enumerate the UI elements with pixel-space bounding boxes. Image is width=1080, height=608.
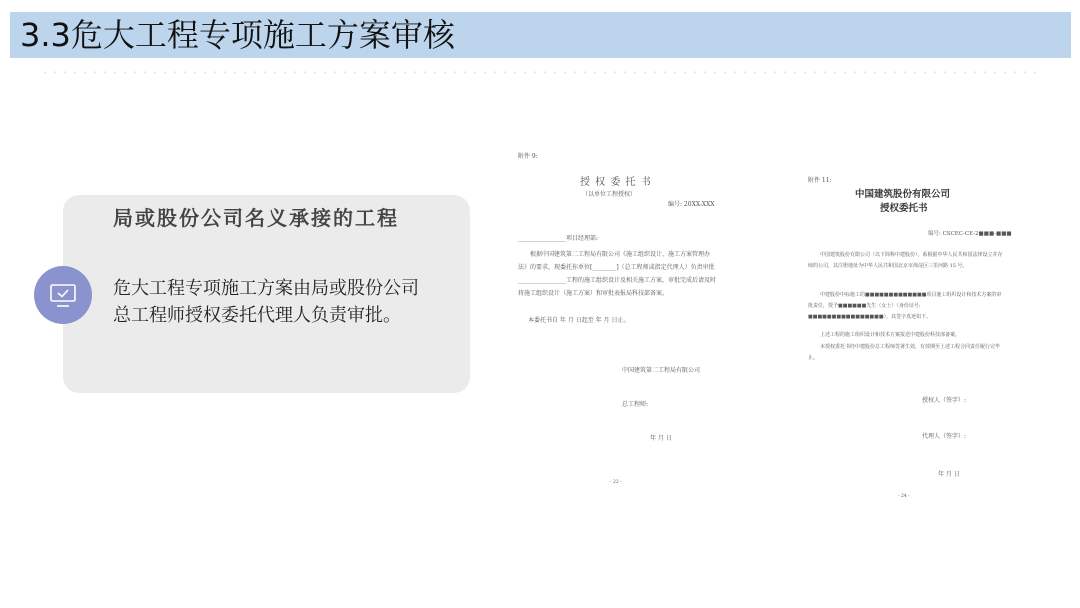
- authorization-document-2: [800, 168, 1012, 503]
- doc2-body-3: 上述工程的施工组织设计和技术方案报送中建股份科技部备案。: [820, 332, 961, 338]
- doc1-company: 中国建筑第二工程局有限公司: [622, 367, 701, 374]
- doc2-date: 年 月 日: [938, 471, 960, 478]
- doc1-page-number: - 22 -: [610, 480, 622, 485]
- title-bar: [10, 12, 1071, 58]
- doc2-attachment: 附件 11:: [808, 177, 832, 184]
- doc2-body-4: 本授权委托书经中建股份总工程师签署生效，有效期至上述工程合同责任履行完毕止。: [808, 344, 1001, 361]
- doc1-title: 授 权 委 托 书: [580, 177, 652, 188]
- doc1-term: 本委托书自 年 月 日起至 年 月 日止。: [528, 317, 630, 324]
- card-heading: 局或股份公司名义承接的工程: [113, 206, 399, 230]
- dotted-divider: [40, 71, 1040, 74]
- card-body: 危大工程专项施工方案由局或股份公司总工程师授权委托代理人负责审批。: [113, 278, 419, 326]
- doc1-number: 编号: 20XX-XXX: [668, 201, 715, 208]
- doc2-title-line1: 中国建筑股份有限公司: [855, 189, 951, 200]
- doc1-subtitle: （以单位工程授权）: [582, 191, 637, 198]
- doc1-salutation: ________________项目经理部:: [518, 235, 599, 242]
- doc2-agent: 代理人（签字）:: [922, 433, 967, 440]
- doc2-number: 编号: CSCEC-CE-2■■■-■■■: [928, 231, 1012, 237]
- doc2-page-number: - 24 -: [898, 494, 910, 499]
- doc2-body-1: 中国建筑股份有限公司（以下简称中建股份），系根据中华人民共和国法律设立并存续的公司，其注册地址为中华人民共和国北京市海淀区三里河路 15 号。: [808, 252, 1003, 269]
- doc2-title-line2: 授权委托书: [880, 203, 928, 214]
- info-card: [63, 195, 470, 393]
- doc1-body: 根据中国建筑第二工程局有限公司《施工组织设计、施工方案管理办法》的要求，现委托你单位[________]（总工程师或指定代理人）负责审批________________工程的施工组织设计及相关施工方案，审批完成后请及时将施工组织设计（施工方案）和审批表报局科技部备案。: [518, 251, 717, 297]
- page-title: 3.3危大工程专项施工方案审核: [20, 16, 455, 54]
- doc1-attachment: 附件 9:: [518, 153, 538, 160]
- doc1-engineer: 总工程师:: [622, 401, 649, 408]
- doc2-body-2: 中建股份中标施工的■■■■■■■■■■■■■项目施工组织设计和技术方案的审批责任，授予■■■■■■先生（女士）（身份证号: ■■■■■■■■■■■■■■■■），其签字真迹如下。: [808, 292, 1002, 320]
- doc1-date: 年 月 日: [650, 435, 672, 442]
- monitor-check-icon: [34, 266, 92, 324]
- authorization-document-1: [510, 150, 760, 495]
- doc2-grantor: 授权人（签字）:: [922, 397, 967, 404]
